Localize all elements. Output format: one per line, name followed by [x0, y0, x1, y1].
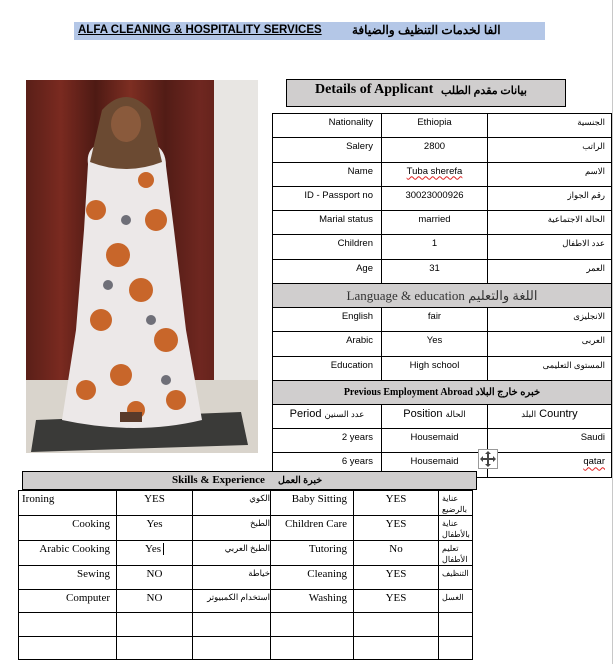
text-cursor [163, 543, 164, 555]
row-arabic [273, 332, 612, 356]
label-marital-status-ar: الحالة الاجتماعية [488, 211, 612, 235]
skills-row [19, 516, 473, 541]
skill-label-ar: تعليم الأطفال [439, 541, 473, 566]
header-position [382, 404, 488, 428]
row-salary [273, 138, 612, 162]
skill-label-ar: عناية بالرضيع [439, 491, 473, 516]
header-period [273, 404, 382, 428]
details-heading-ar: بيانات مقدم الطلب [441, 85, 527, 97]
skill-value[interactable]: YES [354, 491, 439, 516]
employment-heading [273, 380, 612, 404]
skill-label: Cleaning [271, 566, 354, 590]
label-nationality: Nationality [273, 114, 382, 138]
label-age: Age [273, 259, 382, 283]
header-country-en: Country [539, 407, 578, 420]
skill-label: Sewing [19, 566, 117, 590]
label-arabic: Arabic [273, 332, 382, 356]
header-country-ar: البلد [521, 408, 537, 419]
details-heading-en: Details of Applicant [315, 82, 434, 97]
skill-value[interactable]: Yes [144, 543, 161, 555]
header-period-en: Period [289, 407, 322, 420]
skill-value[interactable] [117, 636, 193, 660]
skill-value-cell[interactable] [117, 541, 193, 566]
skills-row [19, 491, 473, 516]
company-title-ar: الفا لخدمات التنظيف والضيافة [352, 23, 501, 37]
page-edge [612, 0, 613, 664]
skill-label [19, 636, 117, 660]
employment-period[interactable]: 2 years [273, 428, 382, 452]
skill-label-ar [193, 636, 271, 660]
header-period-ar: عدد السنين [324, 408, 365, 419]
skill-label-ar [439, 613, 473, 637]
skill-label-ar: استخدام الكمبيوتر [193, 589, 271, 613]
row-education [273, 356, 612, 380]
skill-label: Washing [271, 589, 354, 613]
skill-label [271, 636, 354, 660]
employment-heading-ar: خبره خارج البلاد [475, 386, 541, 398]
employment-period[interactable]: 6 years [273, 453, 382, 477]
skill-label [271, 613, 354, 637]
label-salary: Salery [273, 138, 382, 162]
skill-value[interactable] [117, 613, 193, 637]
skill-label-ar [439, 636, 473, 660]
header-position-en: Position [403, 407, 443, 420]
skills-row [19, 613, 473, 637]
value-name[interactable]: Tuba sherefa [406, 165, 463, 177]
row-children [273, 235, 612, 259]
skill-value[interactable]: YES [354, 589, 439, 613]
skill-label: Tutoring [271, 541, 354, 566]
value-age[interactable]: 31 [382, 259, 488, 283]
skill-label: Ironing [19, 491, 117, 516]
skill-label-ar [193, 613, 271, 637]
row-marital-status [273, 211, 612, 235]
employment-country[interactable]: Saudi [488, 428, 612, 452]
employment-heading-en: Previous Employment Abroad [343, 386, 473, 398]
value-marital-status[interactable]: married [382, 211, 488, 235]
label-english-ar: الانجليزى [488, 308, 612, 332]
value-passport[interactable]: 30023000926 [382, 186, 488, 210]
skills-row [19, 589, 473, 613]
skill-label: Arabic Cooking [19, 541, 117, 566]
skill-value[interactable] [354, 636, 439, 660]
label-education: Education [273, 356, 382, 380]
skill-label-ar: التنظيف [439, 566, 473, 590]
employment-header-row [273, 404, 612, 428]
label-education-ar: المستوى التعليمى [488, 356, 612, 380]
row-nationality [273, 114, 612, 138]
skill-label-ar: الكوي [193, 491, 271, 516]
skills-row [19, 636, 473, 660]
label-english: English [273, 308, 382, 332]
skill-value[interactable]: YES [354, 566, 439, 590]
skill-value[interactable]: NO [117, 589, 193, 613]
row-english [273, 308, 612, 332]
value-salary[interactable]: 2800 [382, 138, 488, 162]
skill-label-ar: الغسل [439, 589, 473, 613]
skill-label: Children Care [271, 516, 354, 541]
label-marital-status: Marial status [273, 211, 382, 235]
value-children[interactable]: 1 [382, 235, 488, 259]
row-age [273, 259, 612, 283]
label-name-ar: الاسم [488, 162, 612, 186]
skill-value[interactable]: YES [354, 516, 439, 541]
employment-position[interactable]: Housemaid [382, 453, 488, 477]
label-age-ar: العمر [488, 259, 612, 283]
skill-label-ar: عناية بالأطفال [439, 516, 473, 541]
language-heading: Language & education اللغة والتعليم [273, 284, 612, 308]
skill-label-ar: الطبخ [193, 516, 271, 541]
skill-label [19, 613, 117, 637]
employment-band [273, 380, 612, 404]
label-salary-ar: الراتب [488, 138, 612, 162]
value-arabic[interactable]: Yes [382, 332, 488, 356]
skills-heading-ar: خبرة العمل [278, 476, 323, 486]
label-arabic-ar: العربى [488, 332, 612, 356]
move-arrows-icon[interactable] [478, 449, 498, 469]
skill-label: Computer [19, 589, 117, 613]
skill-label: Baby Sitting [271, 491, 354, 516]
skills-row [19, 566, 473, 590]
skill-value[interactable]: YES [117, 491, 193, 516]
label-children-ar: عدد الاطفال [488, 235, 612, 259]
label-children: Children [273, 235, 382, 259]
value-nationality[interactable]: Ethiopia [382, 114, 488, 138]
label-passport-ar: رقم الجواز [488, 186, 612, 210]
applicant-photo [26, 80, 258, 453]
skill-value[interactable]: NO [117, 566, 193, 590]
employment-position[interactable]: Housemaid [382, 428, 488, 452]
header-country [488, 404, 612, 428]
label-nationality-ar: الجنسية [488, 114, 612, 138]
applicant-details-table [272, 113, 612, 478]
value-english[interactable]: fair [382, 308, 488, 332]
row-name [273, 162, 612, 186]
label-passport: ID - Passport no [273, 186, 382, 210]
row-passport [273, 186, 612, 210]
header-position-ar: الحالة [445, 408, 466, 419]
skill-value[interactable] [354, 613, 439, 637]
language-band [273, 284, 612, 308]
skills-table [18, 490, 473, 660]
skills-heading-en: Skills & Experience [172, 474, 265, 486]
employment-row [273, 428, 612, 452]
value-education[interactable]: High school [382, 356, 488, 380]
skill-label-ar: الطبخ العربي [193, 541, 271, 566]
label-name: Name [273, 162, 382, 186]
skills-row [19, 541, 473, 566]
skill-label-ar: خياطة [193, 566, 271, 590]
skill-value[interactable]: No [354, 541, 439, 566]
employment-country[interactable]: qatar [583, 456, 605, 468]
skill-label: Cooking [19, 516, 117, 541]
skill-value[interactable]: Yes [117, 516, 193, 541]
company-title-en: ALFA CLEANING & HOSPITALITY SERVICES [78, 24, 322, 36]
